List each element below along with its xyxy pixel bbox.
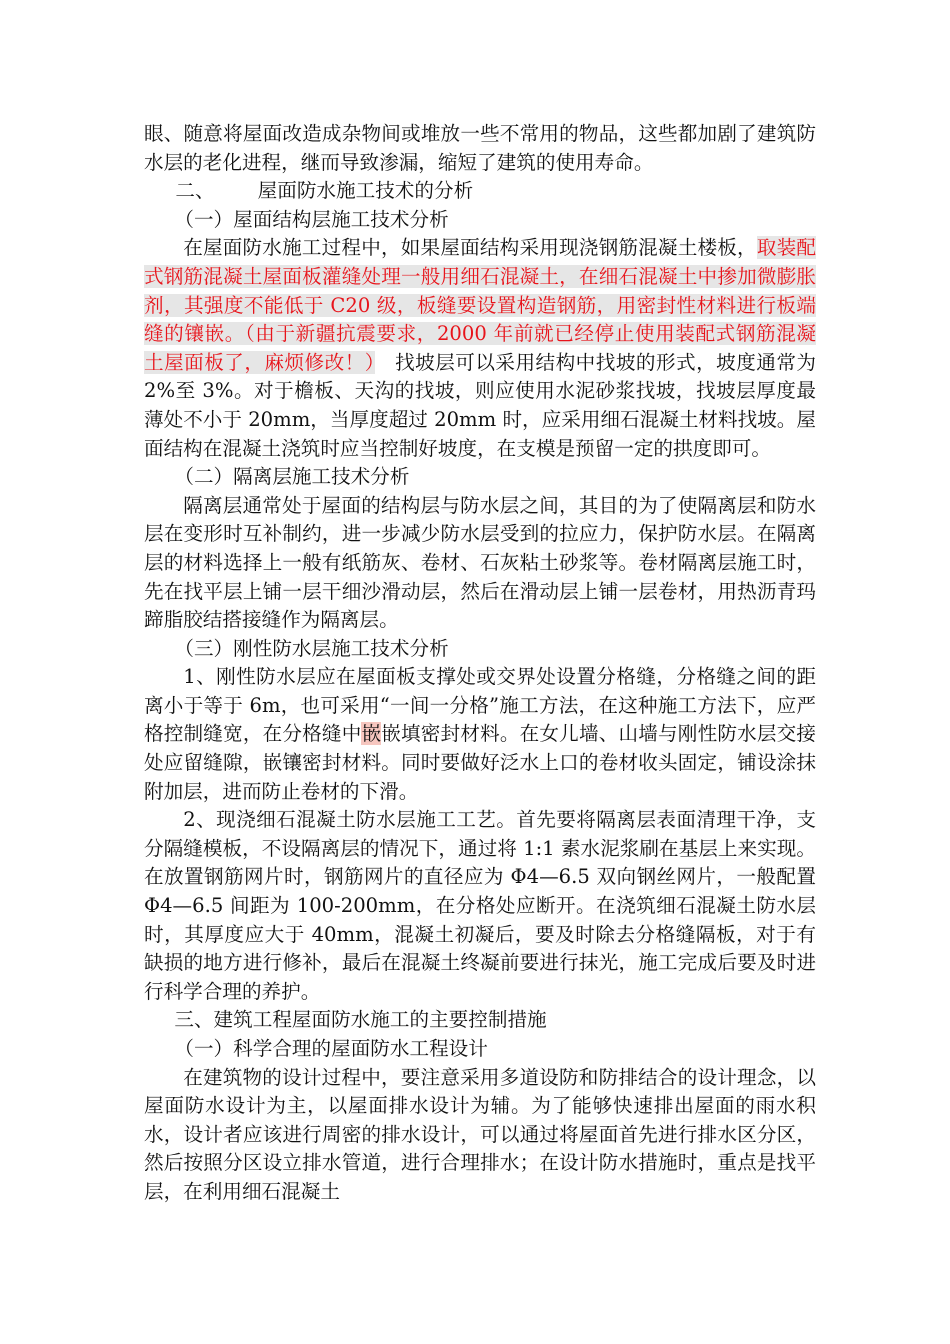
paragraph-continuation: 眼、随意将屋面改造成杂物间或堆放一些不常用的物品，这些都加剧了建筑防水层的老化进程，继而导致渗漏，缩短了建筑的使用寿命。 <box>144 122 816 174</box>
paragraph-structure-layer <box>144 234 816 463</box>
document-body <box>144 120 816 1207</box>
section-heading-2 <box>144 177 816 206</box>
paragraph-rigid-layer-2: 2、现浇细石混凝土防水层施工工艺。首先要将隔离层表面清理干净，支分隔缝模板，不设隔离层的情况下，通过将 1:1 素水泥浆刷在基层上来实现。在放置钢筋网片时，钢筋网片的直径应为 Φ4—6.5 双向钢丝网片，一般配置 Φ4—6.5 间距为 100-200mm，在分格处应断开。在浇筑细石混凝土防水层时，其厚度应大于 40mm，混凝土初凝后，要及时除去分格缝隔板，对于有缺损的地方进行修补，最后在混凝土终凝前要进行抹光，施工完成后要及时进行科学合理的养护。 <box>144 808 816 1003</box>
highlighted-revision-note: 取装配式钢筋混凝土屋面板灌缝处理一般用细石混凝土，在细石混凝土中掺加微膨胀剂，其强度不能低于 C20 级，板缝要设置构造钢筋，用密封性材料进行板端缝的镶嵌。（由于新疆抗震要求，2000 年前就已经停止使用装配式钢筋混凝土屋面板了，麻烦修改！） <box>144 236 816 374</box>
paragraph-text: 找坡层可以采用结构中找坡的形式，坡度通常为 2%至 3%。对于檐板、天沟的找坡，则应使用水泥砂浆找坡，找坡层厚度最薄处不小于 20mm，当厚度超过 20mm 时，应采用细石混凝土材料找坡。屋面结构在混凝土浇筑时应当控制好坡度，在支模是预留一定的拱度即可。 <box>144 350 817 460</box>
subsection-heading-2-1: （一）屋面结构层施工技术分析 <box>174 207 449 231</box>
section-heading-3: 三、建筑工程屋面防水施工的主要控制措施 <box>174 1008 547 1032</box>
subsection-heading-3-1: （一）科学合理的屋面防水工程设计 <box>174 1037 488 1060</box>
section-title: 屋面防水施工技术的分析 <box>257 179 474 203</box>
paragraph-design: 在建筑物的设计过程中，要注意采用多道设防和防排结合的设计理念，以屋面防水设计为主，以屋面排水设计为辅。为了能够快速排出屋面的雨水积水，设计者应该进行周密的排水设计，可以通过将屋面首先进行排水区分区，然后按照分区设立排水管道，进行合理排水；在设计防水措施时，重点是找平层，在利用细石混凝土 <box>144 1065 816 1203</box>
paragraph-text: 1、刚性防水层应在屋面板支撑处或交界处设置分格缝，分格缝之间的距离小于等于 6m，也可采用“一间一分格”施工方法，在这种施工方法下，应严格控制缝宽，在分格缝中 <box>144 665 816 746</box>
paragraph-text: 在屋面防水施工过程中，如果屋面结构采用现浇钢筋混凝土楼板， <box>183 236 757 260</box>
paragraph-text: 嵌填密封材料。在女儿墙、山墙与刚性防水层交接处应留缝隙，嵌镶密封材料。同时要做好泛水上口的卷材收头固定，铺设涂抹附加层，进而防止卷材的下滑。 <box>144 722 817 803</box>
marked-character: 嵌 <box>361 722 382 746</box>
subsection-heading-2-3: （三）刚性防水层施工技术分析 <box>174 636 449 660</box>
paragraph-isolation-layer: 隔离层通常处于屋面的结构层与防水层之间，其目的为了使隔离层和防水层在变形时互补制约，进一步减少防水层受到的拉应力，保护防水层。在隔离层的材料选择上一般有纸筋灰、卷材、石灰粘土砂浆等。卷材隔离层施工时，先在找平层上铺一层干细沙滑动层，然后在滑动层上铺一层卷材，用热沥青玛蹄脂胶结搭接缝作为隔离层。 <box>144 493 816 632</box>
section-number: 二、 <box>175 179 215 203</box>
subsection-heading-2-2: （二）隔离层施工技术分析 <box>174 465 410 489</box>
paragraph-rigid-layer-1 <box>144 663 816 806</box>
